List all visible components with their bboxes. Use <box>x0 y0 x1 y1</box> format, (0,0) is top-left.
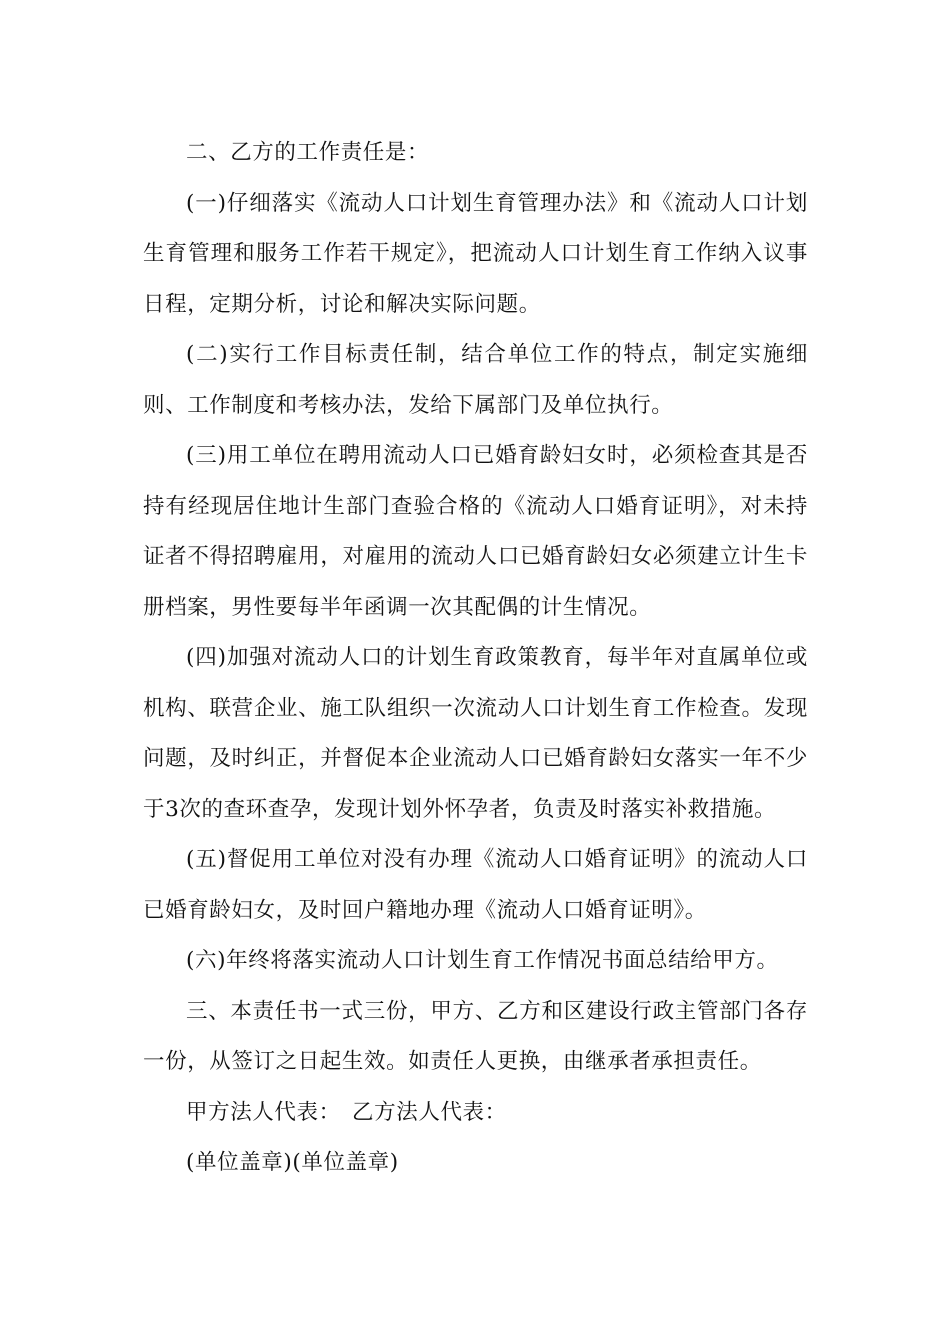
item-6-paragraph: (六)年终将落实流动人口计划生育工作情况书面总结给甲方。 <box>186 948 779 973</box>
item-1-paragraph: (一)仔细落实《流动人口计划生育管理办法》和《流动人口计划生育管理和服务工作若干规定》，把流动人口计划生育工作纳入议事日程，定期分析，讨论和解决实际问题。 <box>143 190 808 317</box>
section-three-paragraph: 三、本责任书一式三份，甲方、乙方和区建设行政主管部门各存一份，从签订之日起生效。如责任人更换，由继承者承担责任。 <box>143 998 808 1074</box>
document-body <box>143 128 808 1189</box>
seal-line: (单位盖章)(单位盖章) <box>186 1150 399 1175</box>
section-two-heading: 二、乙方的工作责任是： <box>186 140 430 165</box>
item-4-paragraph: (四)加强对流动人口的计划生育政策教育，每半年对直属单位或机构、联营企业、施工队组织一次流动人口计划生育工作检查。发现问题，及时纠正，并督促本企业流动人口已婚育龄妇女落实一年不少于3次的查环查孕，发现计划外怀孕者，负责及时落实补救措施。 <box>143 645 808 822</box>
item-3-paragraph: (三)用工单位在聘用流动人口已婚育龄妇女时，必须检查其是否持有经现居住地计生部门查验合格的《流动人口婚育证明》，对未持证者不得招聘雇用，对雇用的流动人口已婚育龄妇女必须建立计生卡册档案，男性要每半年函调一次其配偶的计生情况。 <box>143 443 808 620</box>
item-2-paragraph: (二)实行工作目标责任制，结合单位工作的特点，制定实施细则、工作制度和考核办法，发给下属部门及单位执行。 <box>143 342 808 418</box>
item-5-paragraph: (五)督促用工单位对没有办理《流动人口婚育证明》的流动人口已婚育龄妇女，及时回户籍地办理《流动人口婚育证明》。 <box>143 847 808 923</box>
signatories-line: 甲方法人代表： 乙方法人代表： <box>186 1099 507 1125</box>
